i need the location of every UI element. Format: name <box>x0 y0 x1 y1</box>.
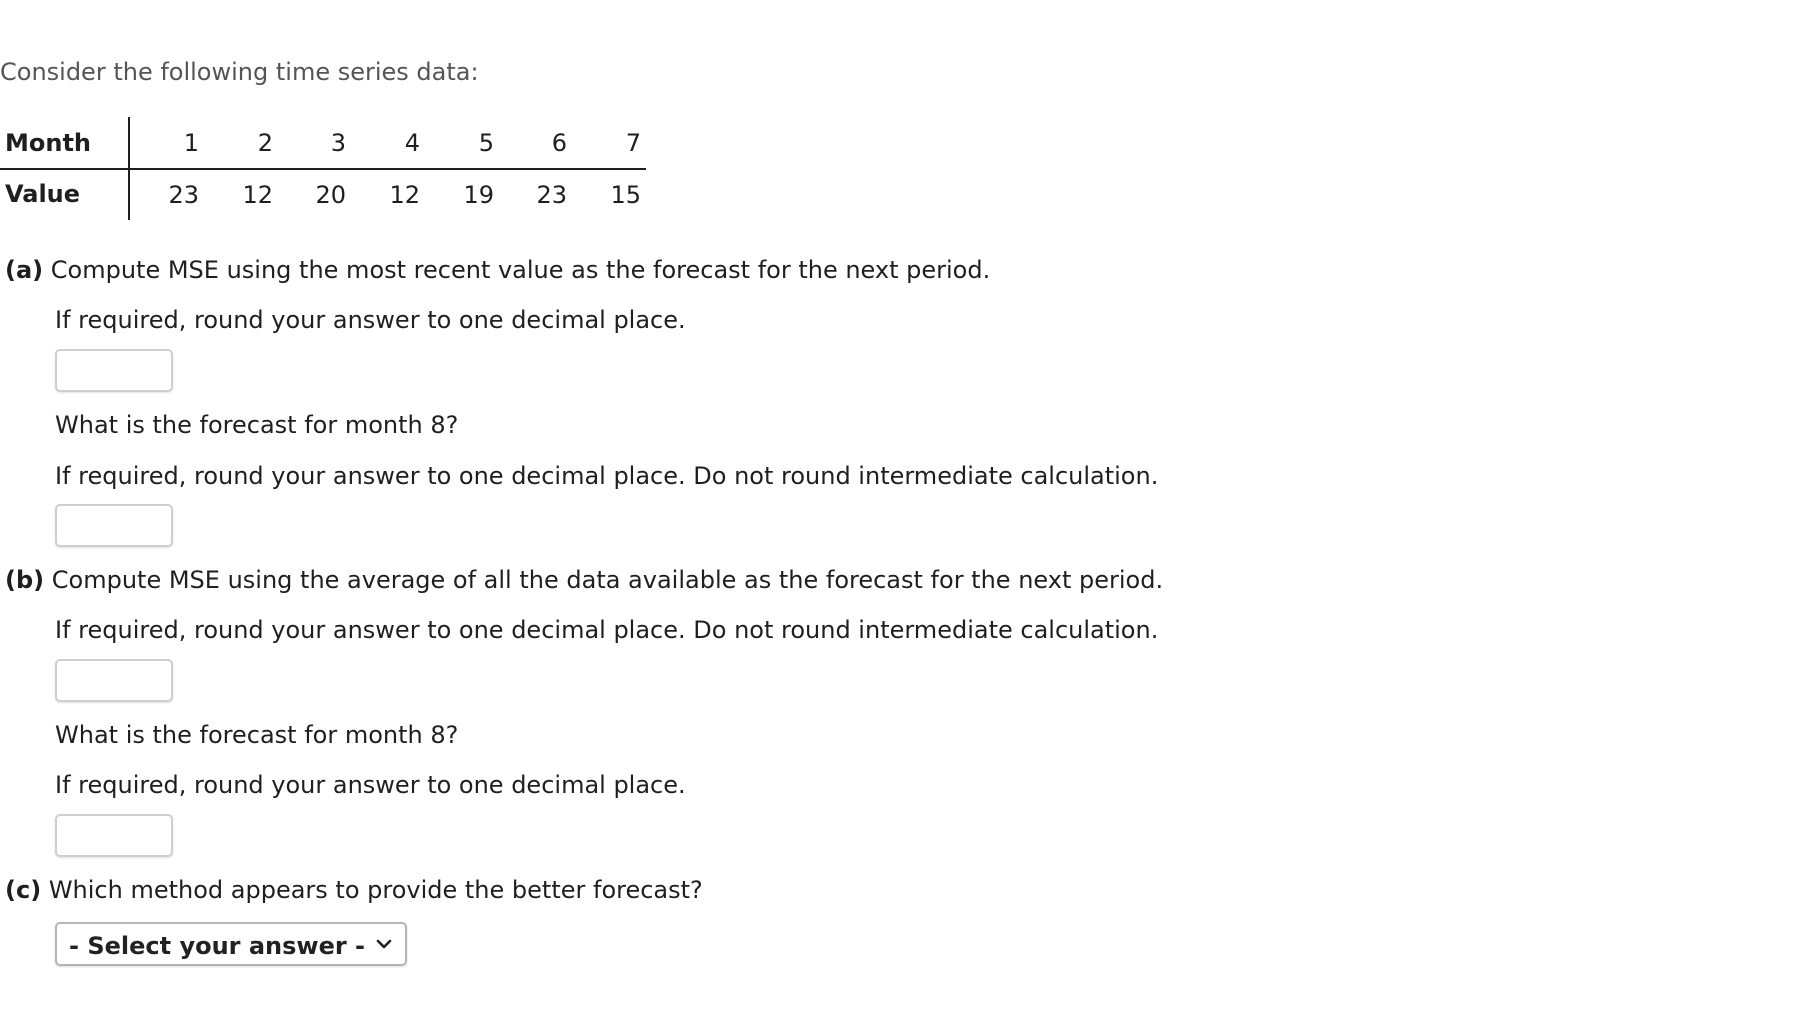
value-cell: 12 <box>389 181 420 209</box>
value-cell: 23 <box>168 181 199 209</box>
value-cell: 23 <box>536 181 567 209</box>
part-a-forecast-question: What is the forecast for month 8? <box>55 411 459 439</box>
part-b-question-line <box>5 568 1163 592</box>
part-c-label: (c) <box>5 876 42 904</box>
part-c-answer-select[interactable] <box>55 922 407 966</box>
part-b-mse-input[interactable] <box>55 659 173 702</box>
part-a-instruction-1: If required, round your answer to one decimal place. <box>55 306 686 334</box>
month-cell: 1 <box>183 129 199 157</box>
month-cell: 3 <box>330 129 346 157</box>
part-a-instruction-2: If required, round your answer to one decimal place. Do not round intermediate calculation. <box>55 462 1159 490</box>
value-cell: 20 <box>315 181 346 209</box>
part-a-mse-input[interactable] <box>55 349 173 392</box>
part-a-label: (a) <box>5 256 44 284</box>
part-b-forecast-input[interactable] <box>55 814 173 857</box>
row-label-month: Month <box>5 129 92 157</box>
month-cell: 4 <box>404 129 420 157</box>
chevron-down-icon <box>375 935 393 953</box>
part-b-forecast-question: What is the forecast for month 8? <box>55 721 459 749</box>
month-cell: 6 <box>551 129 567 157</box>
table-horizontal-divider <box>0 168 646 170</box>
part-a-forecast-input[interactable] <box>55 504 173 547</box>
part-a-question: Compute MSE using the most recent value as the forecast for the next period. <box>50 256 991 284</box>
part-c-question: Which method appears to provide the better forecast? <box>48 876 703 904</box>
select-current-value: - Select your answer - <box>69 932 366 960</box>
intro-text: Consider the following time series data: <box>0 58 479 86</box>
part-b-instruction-1: If required, round your answer to one decimal place. Do not round intermediate calculation. <box>55 616 1159 644</box>
value-cell: 12 <box>242 181 273 209</box>
value-cell: 19 <box>463 181 494 209</box>
value-cell: 15 <box>610 181 641 209</box>
month-cell: 5 <box>478 129 494 157</box>
part-a-question-line <box>5 258 990 282</box>
part-b-instruction-2: If required, round your answer to one decimal place. <box>55 771 686 799</box>
month-cell: 2 <box>257 129 273 157</box>
part-b-question: Compute MSE using the average of all the data available as the forecast for the next period. <box>51 566 1164 594</box>
row-label-value: Value <box>5 180 81 208</box>
part-b-label: (b) <box>5 566 45 594</box>
part-c-question-line <box>5 878 703 902</box>
month-cell: 7 <box>625 129 641 157</box>
